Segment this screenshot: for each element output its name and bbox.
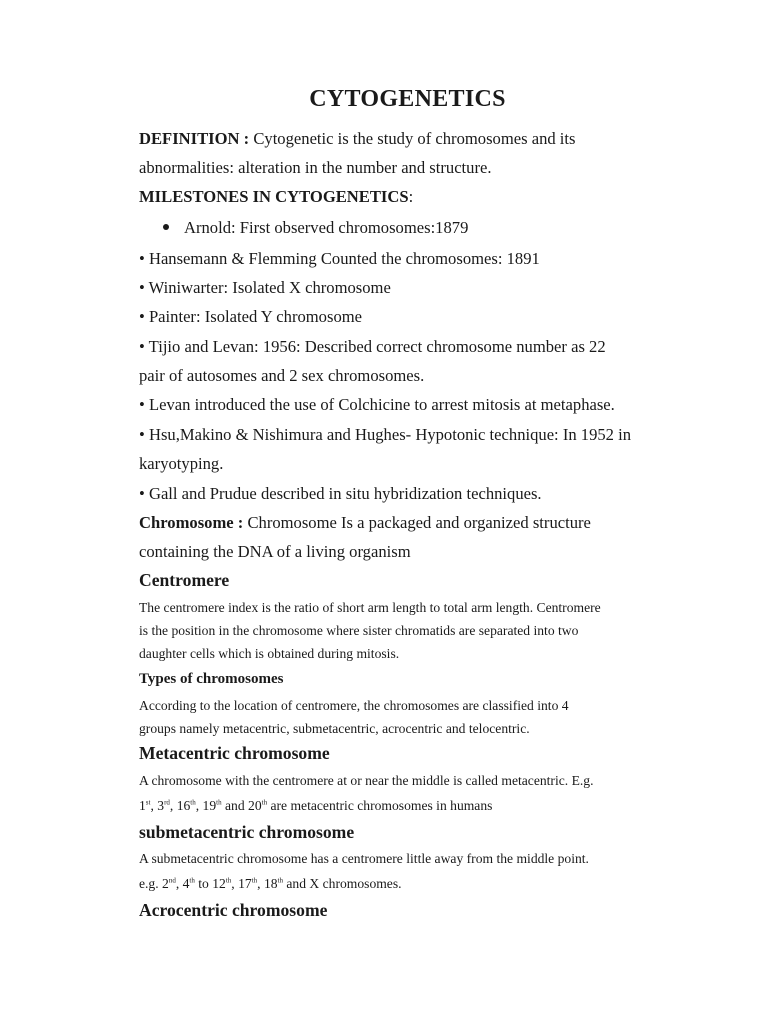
types-line-1: According to the location of centromere, the chromosomes are classified into 4 (139, 698, 569, 713)
milestone-item-cont: pair of autosomes and 2 sex chromosomes. (139, 366, 425, 385)
milestones-heading: MILESTONES IN CYTOGENETICS: (139, 187, 414, 206)
centromere-line-3: daughter cells which is obtained during mitosis. (139, 646, 400, 661)
metacentric-heading: Metacentric chromosome (139, 743, 330, 763)
definition-line-2: abnormalities: alteration in the number and structure. (139, 158, 492, 177)
milestone-item: • Painter: Isolated Y chromosome (139, 307, 363, 326)
types-line-2: groups namely metacentric, submetacentric, acrocentric and telocentric. (139, 721, 530, 736)
chromosome-label: Chromosome : (139, 513, 244, 532)
milestone-item: Arnold: First observed chromosomes:1879 (163, 218, 468, 238)
metacentric-line-2: 1st, 3rd, 16th, 19th and 20th are metacentric chromosomes in humans (139, 798, 493, 813)
centromere-line-1: The centromere index is the ratio of short arm length to total arm length. Centromere (139, 600, 601, 615)
milestone-item: • Hsu,Makino & Nishimura and Hughes- Hypotonic technique: In 1952 in (139, 425, 632, 444)
milestone-item: • Gall and Prudue described in situ hybridization techniques. (139, 484, 542, 503)
centromere-line-2: is the position in the chromosome where sister chromatids are separated into two (139, 623, 579, 638)
milestone-item: • Winiwarter: Isolated X chromosome (139, 278, 391, 297)
submetacentric-line-2: e.g. 2nd, 4th to 12th, 17th, 18th and X chromosomes. (139, 876, 402, 891)
submetacentric-line-1: A submetacentric chromosome has a centromere little away from the middle point. (139, 851, 589, 866)
milestone-item: • Hansemann & Flemming Counted the chromosomes: 1891 (139, 249, 540, 268)
submetacentric-heading: submetacentric chromosome (139, 822, 355, 842)
chromosome-definition-line-1: Chromosome : Chromosome Is a packaged and organized structure (139, 513, 591, 532)
milestone-item: • Levan introduced the use of Colchicine to arrest mitosis at metaphase. (139, 395, 615, 414)
metacentric-line-1: A chromosome with the centromere at or near the middle is called metacentric. E.g. (139, 773, 594, 788)
centromere-heading: Centromere (139, 570, 230, 590)
definition-line-1: DEFINITION : Cytogenetic is the study of chromosomes and its (139, 129, 576, 148)
definition-label: DEFINITION : (139, 129, 250, 148)
acrocentric-heading: Acrocentric chromosome (139, 900, 328, 920)
milestone-item-cont: karyotyping. (139, 454, 224, 473)
types-heading: Types of chromosomes (139, 671, 284, 687)
milestone-item: • Tijio and Levan: 1956: Described correct chromosome number as 22 (139, 337, 606, 356)
chromosome-definition-line-2: containing the DNA of a living organism (139, 542, 411, 561)
page-title: CYTOGENETICS (309, 86, 506, 112)
bullet-icon (163, 224, 169, 230)
